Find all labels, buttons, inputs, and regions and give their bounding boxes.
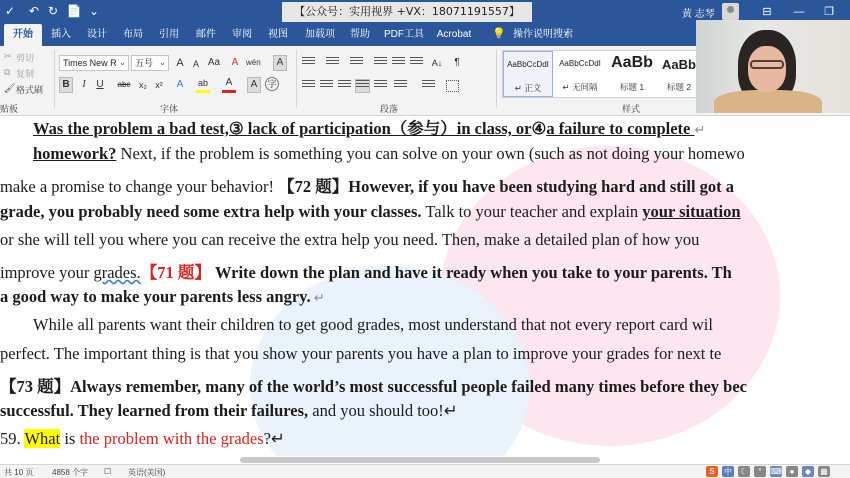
- redo-icon[interactable]: ↻: [47, 4, 59, 18]
- text-run: a good way to make your parents less angry.: [0, 287, 311, 306]
- moon-icon[interactable]: ☾: [738, 466, 750, 477]
- horizontal-scrollbar[interactable]: [0, 456, 850, 464]
- text-run: or she will tell you where you can receive the extra help you need. Then, make a detailed plan of how you: [0, 230, 700, 249]
- underline-button[interactable]: U: [96, 79, 104, 90]
- char-shading-button[interactable]: A: [247, 77, 261, 93]
- skin-icon[interactable]: ◆: [802, 466, 814, 477]
- proofing-icon[interactable]: ☐: [104, 467, 112, 476]
- autosave-icon[interactable]: ✓: [4, 4, 16, 18]
- text-run: improve your: [0, 263, 94, 282]
- style-no-spacing[interactable]: AaBbCcDdI ↵ 无间隔: [559, 59, 601, 92]
- styles-gallery: [502, 50, 698, 98]
- text-run: ↵: [310, 290, 325, 305]
- document-line[interactable]: [0, 202, 741, 222]
- sort-button[interactable]: A↓: [431, 58, 443, 68]
- cut-button[interactable]: 剪切: [16, 53, 35, 63]
- superscript-button[interactable]: x²: [155, 80, 163, 90]
- document-line[interactable]: [33, 144, 745, 164]
- style-heading-1[interactable]: AaBb 标题 1: [611, 54, 653, 92]
- bold-button[interactable]: B: [59, 77, 73, 93]
- text-run: is: [60, 429, 80, 448]
- text-run: Write down the plan and have it ready when you take to your parents. Th: [210, 263, 732, 282]
- numbering-icon[interactable]: [326, 57, 339, 69]
- restore-icon[interactable]: ❐: [824, 6, 834, 18]
- text-run: and you should too!↵: [308, 401, 458, 420]
- text-run: However, if you have been studying hard and still got a: [348, 177, 735, 196]
- text-run: perfect. The important thing is that you show your parents you have a plan to improve your grades for next te: [0, 344, 722, 363]
- italic-button[interactable]: I: [82, 79, 86, 90]
- copy-button[interactable]: 复制: [16, 69, 35, 79]
- increase-indent-icon[interactable]: [392, 57, 405, 69]
- clipboard-group-label: 贴板: [0, 104, 19, 114]
- align-center-icon[interactable]: [320, 80, 333, 92]
- clear-format-button[interactable]: A: [231, 57, 239, 68]
- show-marks-button[interactable]: ¶: [454, 57, 460, 68]
- bullets-icon[interactable]: [302, 57, 315, 69]
- tab-mailings[interactable]: 邮件: [196, 29, 216, 40]
- distributed-icon[interactable]: [374, 80, 387, 92]
- text-effects-button[interactable]: A: [176, 79, 184, 90]
- undo-icon[interactable]: ↶: [28, 4, 40, 18]
- toolbox-icon[interactable]: ▦: [818, 466, 830, 477]
- tab-addins[interactable]: 加载项: [305, 29, 335, 40]
- enclose-char-button[interactable]: 字: [265, 77, 279, 91]
- borders-icon[interactable]: [446, 80, 459, 92]
- style-heading-2[interactable]: AaBb 标题 2: [662, 57, 696, 92]
- page-count[interactable]: 共 10 页: [4, 468, 34, 477]
- highlight-button[interactable]: ab: [196, 77, 210, 93]
- text-run: 59.: [0, 429, 25, 448]
- shrink-font-button[interactable]: A: [192, 59, 199, 69]
- text-run: 【72 题】: [278, 177, 349, 196]
- text-run: ↵: [694, 122, 706, 137]
- webcam-overlay: [696, 20, 850, 113]
- text-run: While all parents want their children to get good grades, most understand that not every report card wil: [33, 315, 713, 334]
- language-icon[interactable]: 中: [724, 467, 732, 476]
- document-line[interactable]: [0, 173, 734, 197]
- divider: [54, 50, 55, 108]
- tab-help[interactable]: 帮助: [350, 29, 370, 40]
- status-bar: [0, 464, 850, 478]
- font-group-label: 字体: [160, 104, 179, 114]
- strikethrough-button[interactable]: abc: [117, 80, 131, 89]
- mic-icon[interactable]: ●: [786, 466, 798, 477]
- text-run: 【71 题】: [140, 263, 211, 282]
- minimize-icon[interactable]: —: [793, 6, 805, 18]
- document-line[interactable]: [0, 287, 325, 307]
- text-run: Was the problem a bad test,③: [33, 119, 248, 138]
- cut-icon[interactable]: ✂: [4, 51, 12, 61]
- document-line[interactable]: [0, 259, 732, 283]
- tab-design[interactable]: 设计: [87, 29, 107, 40]
- text-run: a failure to complete: [546, 119, 695, 138]
- divider: [496, 50, 497, 108]
- text-run: grades.: [93, 263, 141, 282]
- phonetic-guide-button[interactable]: wén: [246, 58, 261, 67]
- decrease-indent-icon[interactable]: [374, 57, 387, 69]
- chevron-down-icon: ⌄: [119, 58, 126, 67]
- styles-group-label: 样式: [622, 104, 641, 114]
- text-run: grade, you probably need some extra help with your classes.: [0, 202, 422, 221]
- text-run: lack of participation（参与）in class, or: [247, 119, 532, 138]
- copy-icon[interactable]: ⧉: [4, 67, 11, 77]
- tell-me-search[interactable]: 操作说明搜索: [513, 29, 573, 40]
- chevron-down-icon: ⌄: [159, 58, 166, 67]
- tab-insert[interactable]: 插入: [51, 29, 71, 40]
- align-left-icon[interactable]: [302, 80, 315, 92]
- avatar[interactable]: [722, 3, 739, 20]
- shading-icon[interactable]: [422, 80, 435, 92]
- change-case-button[interactable]: Aa: [207, 57, 221, 68]
- tab-view[interactable]: 视图: [268, 29, 288, 40]
- document-line[interactable]: [33, 116, 705, 139]
- word-count[interactable]: 4858 个字: [52, 468, 89, 477]
- document-line[interactable]: [33, 315, 713, 335]
- punctuation-icon[interactable]: °: [754, 466, 766, 477]
- tab-layout[interactable]: 布局: [123, 29, 143, 40]
- text-run: ④: [531, 119, 547, 138]
- document-page[interactable]: [0, 116, 850, 464]
- line-spacing-icon[interactable]: [394, 80, 407, 92]
- ime-icon[interactable]: S: [706, 466, 718, 477]
- document-title: 【公众号：实用视界 +VX：18071191557】: [282, 2, 532, 22]
- text-run: Always remember, many of the world’s most successful people failed many times before they bec: [70, 377, 747, 396]
- text-run: Talk to your teacher and explain: [421, 202, 643, 221]
- font-name-select[interactable]: Times New R ⌄: [59, 55, 129, 71]
- tab-references[interactable]: 引用: [159, 29, 179, 40]
- text-run: ?↵: [263, 429, 285, 448]
- document-line[interactable]: [0, 373, 747, 397]
- tab-acrobat[interactable]: Acrobat: [436, 29, 472, 40]
- document-line[interactable]: [0, 401, 458, 421]
- char-border-button[interactable]: A: [273, 55, 287, 71]
- paragraph-group-label: 段落: [380, 104, 399, 114]
- text-run: make a promise to change your behavior!: [0, 177, 279, 196]
- document-line[interactable]: [0, 344, 721, 364]
- text-run: successful. They learned from their failures,: [0, 401, 309, 420]
- text-run: homework?: [33, 144, 117, 163]
- text-run: 【73 题】: [0, 377, 71, 396]
- format-painter-button[interactable]: 格式刷: [16, 85, 44, 95]
- subscript-button[interactable]: x₂: [139, 80, 147, 90]
- style-normal[interactable]: AaBbCcDdI ↵ 正文: [503, 51, 553, 97]
- tab-home[interactable]: 开始: [4, 24, 42, 46]
- keyboard-icon[interactable]: ⌨: [770, 467, 782, 476]
- tab-pdf-tools[interactable]: PDF工具: [384, 29, 424, 40]
- ribbon-display-icon[interactable]: ⊟: [762, 6, 772, 18]
- document-line[interactable]: [0, 230, 699, 250]
- multilevel-list-icon[interactable]: [350, 57, 363, 69]
- lightbulb-icon: 💡: [492, 28, 506, 40]
- format-painter-icon[interactable]: 🖌: [4, 83, 16, 93]
- text-run: What: [24, 429, 61, 448]
- user-name[interactable]: 黄 志琴: [682, 9, 715, 20]
- grow-font-button[interactable]: A: [176, 57, 184, 69]
- font-size-select[interactable]: 五号 ⌄: [131, 55, 169, 71]
- font-color-button[interactable]: A: [222, 77, 236, 93]
- scrollbar-thumb[interactable]: [240, 457, 600, 463]
- tab-review[interactable]: 审阅: [232, 29, 252, 40]
- text-run: the problem with the grades: [79, 429, 264, 448]
- language-indicator[interactable]: 英语(美国): [128, 468, 166, 477]
- chinese-layout-icon[interactable]: [410, 57, 423, 69]
- divider: [296, 50, 297, 108]
- customize-toolbar-icon[interactable]: ⌄: [88, 4, 100, 18]
- text-run: Next, if the problem is something you can solve on your own (such as not doing your homewo: [116, 144, 745, 163]
- align-right-icon[interactable]: [338, 80, 351, 92]
- document-line[interactable]: [0, 429, 285, 449]
- new-document-icon[interactable]: 📄: [66, 4, 82, 18]
- justify-icon[interactable]: [356, 80, 369, 92]
- text-run: your situation: [642, 202, 741, 221]
